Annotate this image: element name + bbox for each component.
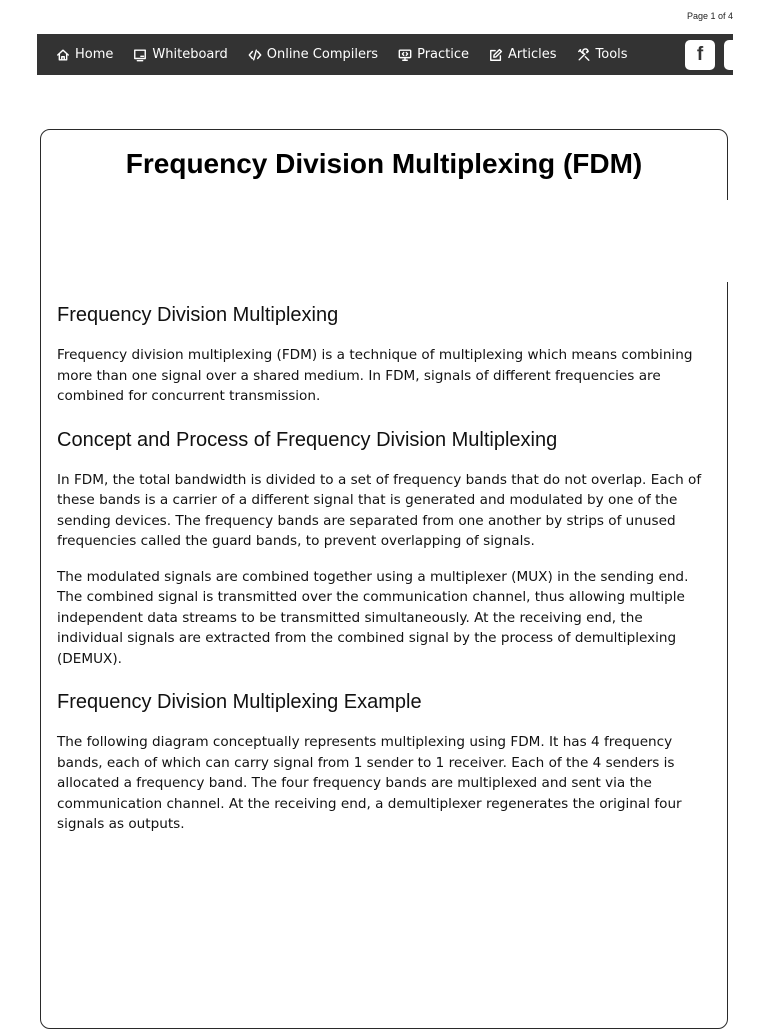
edit-icon xyxy=(489,48,503,62)
section-heading: Concept and Process of Frequency Division Multiplexing xyxy=(57,428,558,451)
whiteboard-icon xyxy=(133,48,147,62)
nav-practice-label: Practice xyxy=(417,47,470,62)
article-card xyxy=(40,129,728,1029)
facebook-button[interactable] xyxy=(685,40,715,70)
monitor-icon xyxy=(398,48,412,62)
nav-online-compilers-label: Online Compilers xyxy=(266,47,379,62)
page-title: Frequency Division Multiplexing (FDM) xyxy=(125,148,643,179)
nav-articles-label: Articles xyxy=(508,47,557,62)
nav-practice[interactable] xyxy=(398,47,469,62)
page-indicator: Page 1 of 4 xyxy=(686,11,733,21)
paragraph: In FDM, the total bandwidth is divided to a set of frequency bands that do not overlap. Each of these bands is a carrier of a different signal that is generated and modulated by one of the sending devices. The frequency bands are separated from one another by strips of unused frequencies called the guard bands, to prevent overlapping of signals. xyxy=(57,471,702,549)
tools-icon xyxy=(577,48,591,62)
nav-whiteboard[interactable] xyxy=(133,47,227,62)
paragraph: The modulated signals are combined together using a multiplexer (MUX) in the sending end. The combined signal is transmitted over the communication channel, thus allowing multiple independent data streams to be transmitted simultaneously. At the receiving end, the individual signals are extracted from the combined signal by the process of demultiplexing (DEMUX). xyxy=(57,568,689,667)
nav-tools[interactable] xyxy=(577,47,628,62)
nav-whiteboard-label: Whiteboard xyxy=(152,47,228,62)
nav-tools-label: Tools xyxy=(595,47,628,62)
article-content xyxy=(57,302,707,850)
code-icon xyxy=(248,48,262,62)
nav-online-compilers[interactable] xyxy=(248,47,378,62)
nav-home-label: Home xyxy=(75,47,114,62)
social-button-cropped[interactable] xyxy=(724,40,733,70)
nav-home[interactable] xyxy=(56,47,113,62)
section-heading: Frequency Division Multiplexing Example xyxy=(57,691,422,713)
section-heading: Frequency Division Multiplexing xyxy=(57,304,339,326)
home-icon xyxy=(56,48,70,62)
top-navbar xyxy=(37,34,733,75)
paragraph: The following diagram conceptually represents multiplexing using FDM. It has 4 frequency bands, each of which can carry signal from 1 sender to 1 receiver. Each of the 4 senders is allocated a frequency band. The four frequency bands are multiplexed and sent via the communication channel. At the receiving end, a demultiplexer regenerates the original four signals as outputs. xyxy=(57,734,682,832)
facebook-icon: f xyxy=(696,44,704,65)
paragraph: Frequency division multiplexing (FDM) is a technique of multiplexing which means combining more than one signal over a shared medium. In FDM, signals of different frequencies are combined for concurrent transmission. xyxy=(57,347,693,404)
nav-articles[interactable] xyxy=(489,47,556,62)
